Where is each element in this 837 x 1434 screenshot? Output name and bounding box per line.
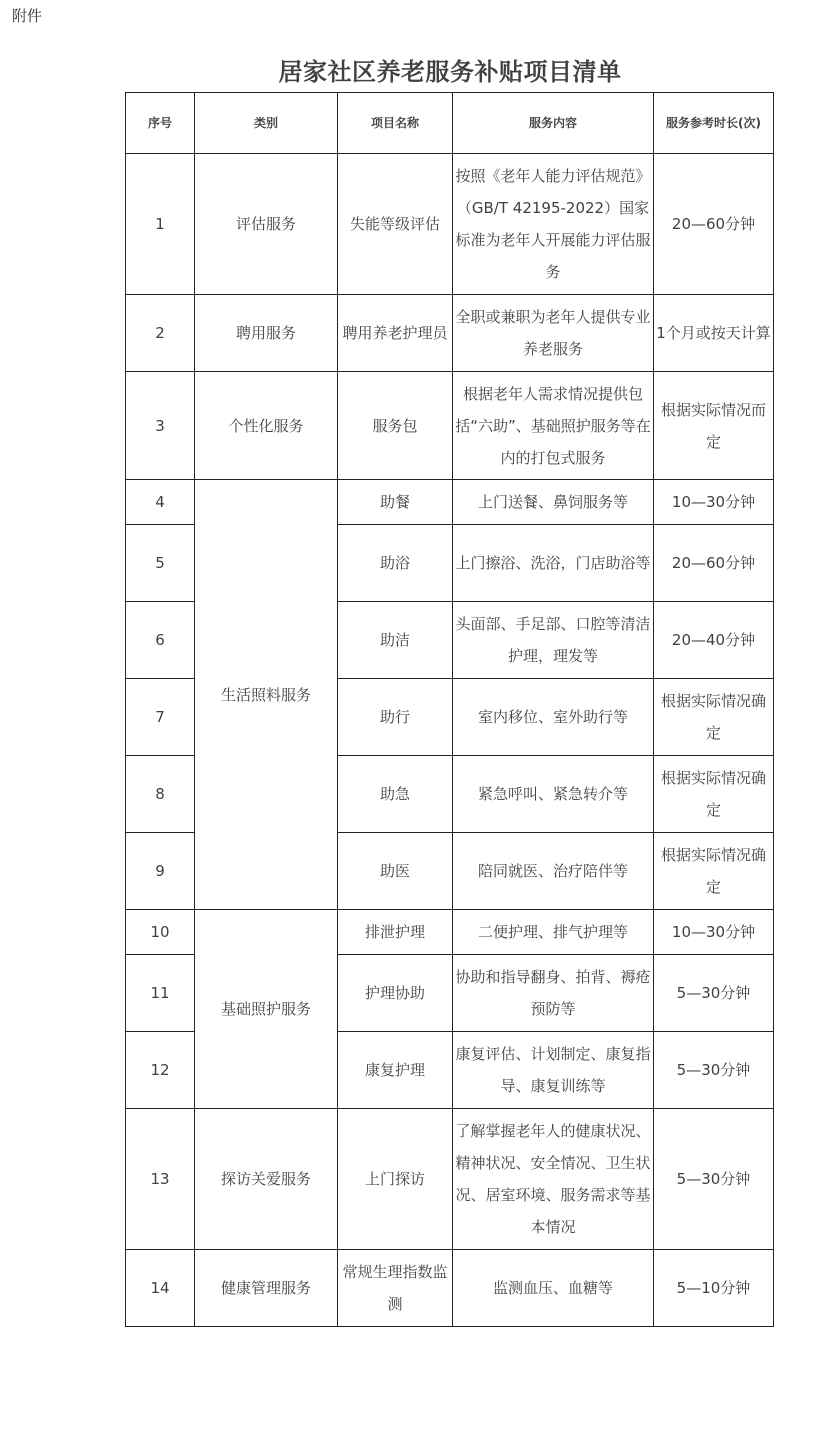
- document-title: 居家社区养老服务补贴项目清单: [278, 58, 622, 86]
- table-row: [126, 480, 774, 525]
- row-duration: 根据实际情况确定: [654, 833, 774, 910]
- row-duration: 5—30分钟: [654, 1109, 774, 1250]
- header-category: 类别: [195, 93, 338, 154]
- row-name: 助医: [338, 833, 453, 910]
- row-name: 常规生理指数监测: [338, 1250, 453, 1327]
- row-no: 4: [126, 480, 195, 525]
- row-duration: 5—10分钟: [654, 1250, 774, 1327]
- attachment-label: 附件: [12, 7, 43, 25]
- row-content: 根据老年人需求情况提供包括“六助”、基础照护服务等在内的打包式服务: [453, 372, 654, 480]
- row-name: 助餐: [338, 480, 453, 525]
- row-name: 护理协助: [338, 955, 453, 1032]
- table-row: [126, 154, 774, 295]
- row-duration: 20—60分钟: [654, 525, 774, 602]
- row-duration: 5—30分钟: [654, 1032, 774, 1109]
- table-row: [126, 372, 774, 480]
- table-row: [126, 1250, 774, 1327]
- row-duration: 根据实际情况确定: [654, 679, 774, 756]
- table-header-row: [126, 93, 774, 154]
- row-no: 13: [126, 1109, 195, 1250]
- row-duration: 1个月或按天计算: [654, 295, 774, 372]
- row-name: 助行: [338, 679, 453, 756]
- row-content: 协助和指导翻身、拍背、褥疮预防等: [453, 955, 654, 1032]
- row-content: 紧急呼叫、紧急转介等: [453, 756, 654, 833]
- header-no: 序号: [126, 93, 195, 154]
- row-no: 2: [126, 295, 195, 372]
- row-content: 二便护理、排气护理等: [453, 910, 654, 955]
- row-duration: 10—30分钟: [654, 480, 774, 525]
- row-content: 全职或兼职为老年人提供专业养老服务: [453, 295, 654, 372]
- table-row: [126, 295, 774, 372]
- row-name: 聘用养老护理员: [338, 295, 453, 372]
- row-category: 探访关爱服务: [195, 1109, 338, 1250]
- row-name: 排泄护理: [338, 910, 453, 955]
- row-no: 1: [126, 154, 195, 295]
- row-no: 11: [126, 955, 195, 1032]
- table-row: [126, 1109, 774, 1250]
- row-no: 5: [126, 525, 195, 602]
- row-content: 康复评估、计划制定、康复指导、康复训练等: [453, 1032, 654, 1109]
- header-name: 项目名称: [338, 93, 453, 154]
- header-content: 服务内容: [453, 93, 654, 154]
- row-name: 助浴: [338, 525, 453, 602]
- row-no: 9: [126, 833, 195, 910]
- row-content: 室内移位、室外助行等: [453, 679, 654, 756]
- row-duration: 10—30分钟: [654, 910, 774, 955]
- row-duration: 根据实际情况而定: [654, 372, 774, 480]
- subsidy-items-table: [125, 92, 774, 1327]
- row-content: 上门送餐、鼻饲服务等: [453, 480, 654, 525]
- row-content: 头面部、手足部、口腔等清洁护理，理发等: [453, 602, 654, 679]
- row-no: 6: [126, 602, 195, 679]
- row-content: 按照《老年人能力评估规范》（GB/T 42195-2022）国家标准为老年人开展能力评估服务: [453, 154, 654, 295]
- row-no: 10: [126, 910, 195, 955]
- row-category: 个性化服务: [195, 372, 338, 480]
- row-name: 上门探访: [338, 1109, 453, 1250]
- row-name: 助洁: [338, 602, 453, 679]
- row-no: 7: [126, 679, 195, 756]
- header-duration: 服务参考时长(次): [654, 93, 774, 154]
- row-content: 上门擦浴、洗浴，门店助浴等: [453, 525, 654, 602]
- row-category: 评估服务: [195, 154, 338, 295]
- row-category: 生活照料服务: [195, 480, 338, 910]
- row-duration: 20—60分钟: [654, 154, 774, 295]
- row-name: 服务包: [338, 372, 453, 480]
- row-content: 了解掌握老年人的健康状况、精神状况、安全情况、卫生状况、居室环境、服务需求等基本情况: [453, 1109, 654, 1250]
- row-name: 康复护理: [338, 1032, 453, 1109]
- row-no: 12: [126, 1032, 195, 1109]
- row-duration: 20—40分钟: [654, 602, 774, 679]
- row-category: 聘用服务: [195, 295, 338, 372]
- row-name: 助急: [338, 756, 453, 833]
- table-row: [126, 910, 774, 955]
- row-category: 基础照护服务: [195, 910, 338, 1109]
- row-content: 陪同就医、治疗陪伴等: [453, 833, 654, 910]
- row-content: 监测血压、血糖等: [453, 1250, 654, 1327]
- row-no: 8: [126, 756, 195, 833]
- row-category: 健康管理服务: [195, 1250, 338, 1327]
- row-duration: 根据实际情况确定: [654, 756, 774, 833]
- row-no: 14: [126, 1250, 195, 1327]
- row-name: 失能等级评估: [338, 154, 453, 295]
- row-no: 3: [126, 372, 195, 480]
- row-duration: 5—30分钟: [654, 955, 774, 1032]
